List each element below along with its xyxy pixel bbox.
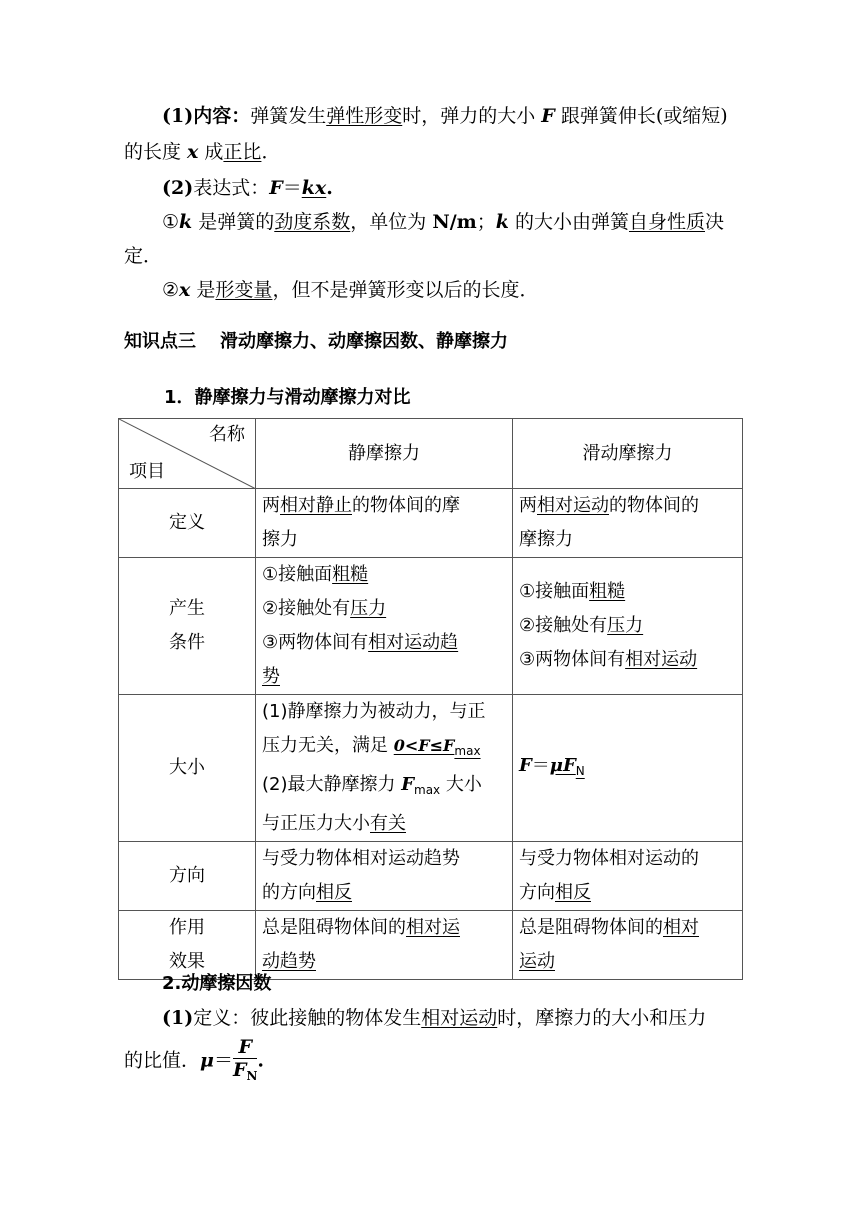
kinetic-magnitude-cell: $F=\mu F_N$ xyxy=(513,695,743,842)
static-magnitude-cell: (1)静摩擦力为被动力，与正 压力无关，满足 $0<F\le F_{max}$ (2)最大静摩擦力 $F_{max}$ 大小 与正压力大小有关 xyxy=(256,695,513,842)
expression-paragraph: (2)表达式：F＝kx. xyxy=(162,177,333,199)
row-label-definition: 定义 xyxy=(119,489,256,558)
static-direction-cell: 与受力物体相对运动趋势 的方向相反 xyxy=(256,842,513,911)
table-header-row xyxy=(119,419,743,489)
static-conditions-cell: ①接触面粗糙 ②接触处有压力 ③两物体间有相对运动趋 势 xyxy=(256,558,513,695)
friction-comparison-table xyxy=(118,418,743,980)
deformation-line: ②x 是形变量，但不是弹簧形变以后的长度． xyxy=(162,279,539,301)
kinetic-direction-cell: 与受力物体相对运动的 方向相反 xyxy=(513,842,743,911)
table-row xyxy=(119,558,743,695)
static-definition-cell: 两相对静止的物体间的摩 擦力 xyxy=(256,489,513,558)
static-effect-cell: 总是阻碍物体间的相对运 动趋势 xyxy=(256,911,513,980)
corner-header-cell xyxy=(119,419,256,489)
mu-fraction: $\frac{F}{F_N}$ xyxy=(232,1036,258,1083)
coefficient-definition-line2: 的比值．μ＝ $\frac{F}{F_N}$ . xyxy=(124,1036,264,1087)
table-row xyxy=(119,842,743,911)
subheading-coefficient: 2.动摩擦因数 xyxy=(162,973,272,994)
corner-top-label: 名称 xyxy=(209,424,245,445)
subheading-comparison: 1．静摩擦力与滑动摩擦力对比 xyxy=(164,387,411,408)
row-label-conditions: 产生 条件 xyxy=(119,558,256,695)
row-label-magnitude: 大小 xyxy=(119,695,256,842)
content-paragraph-line1: (1)内容：弹簧发生弹性形变时，弹力的大小 F 跟弹簧伸长(或缩短) xyxy=(162,105,728,127)
row-label-direction: 方向 xyxy=(119,842,256,911)
row-label-effect: 作用 效果 xyxy=(119,911,256,980)
table-row xyxy=(119,489,743,558)
coefficient-definition-line1: (1)定义：彼此接触的物体发生相对运动时，摩擦力的大小和压力 xyxy=(162,1007,707,1029)
table-row xyxy=(119,695,743,842)
column-header-kinetic: 滑动摩擦力 xyxy=(513,419,743,489)
corner-bottom-label: 项目 xyxy=(129,461,165,482)
table-row xyxy=(119,911,743,980)
kinetic-definition-cell: 两相对运动的物体间的 摩擦力 xyxy=(513,489,743,558)
kinetic-effect-cell: 总是阻碍物体间的相对 运动 xyxy=(513,911,743,980)
content-paragraph-line2: 的长度 x 成正比． xyxy=(124,141,281,163)
section-heading: 知识点三 滑动摩擦力、动摩擦因数、静摩擦力 xyxy=(124,331,508,352)
spring-constant-line1: ①k 是弹簧的劲度系数，单位为 N/m；k 的大小由弹簧自身性质决 xyxy=(162,211,725,233)
spring-constant-line2: 定． xyxy=(124,245,163,267)
column-header-static: 静摩擦力 xyxy=(256,419,513,489)
kinetic-conditions-cell: ①接触面粗糙 ②接触处有压力 ③两物体间有相对运动 xyxy=(513,558,743,695)
